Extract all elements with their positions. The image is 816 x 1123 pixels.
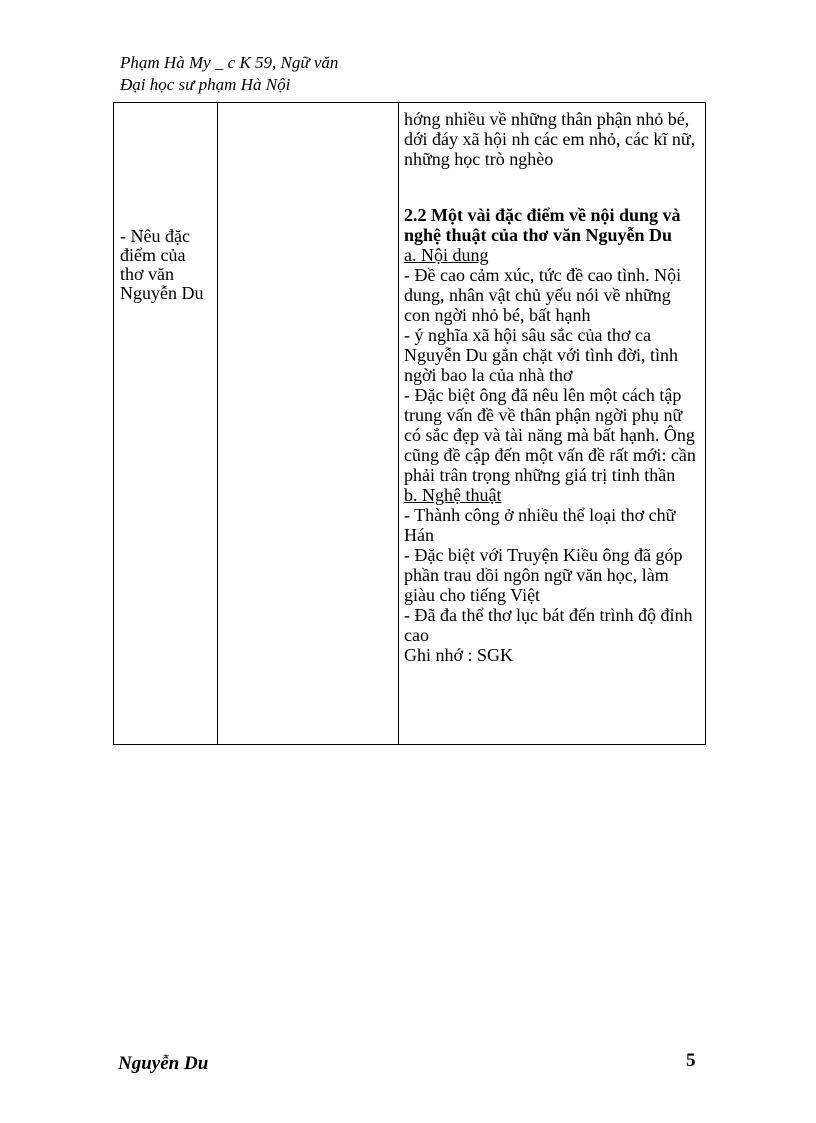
section-heading: 2.2 Một vài đặc điểm về nội dung và nghệ thuật của thơ văn Nguyễn Du (404, 205, 681, 245)
list-item: - ý nghĩa xã hội sâu sắc của thơ ca Nguyễn Du gắn chặt với tình đời, tình ngời bao la của nhà thơ (404, 325, 678, 385)
lesson-table (113, 102, 706, 745)
table-row (114, 103, 706, 745)
empty-column (218, 103, 399, 745)
list-item: - Đặc biệt với Truyện Kiều ông đã góp phần trau dồi ngôn ngữ văn học, làm giàu cho tiếng Việt (404, 545, 683, 605)
list-item: - Đề cao cảm xúc, tức đề cao tình. Nội dung, nhân vật chủ yếu nói về những con ngời nhỏ bé, bất hạnh (404, 265, 682, 325)
note-line: Ghi nhớ : SGK (404, 645, 514, 665)
content-column (399, 103, 706, 745)
list-item: - Đã đa thể thơ lục bát đến trình độ đỉnh cao (404, 605, 693, 645)
page-number: 5 (686, 1050, 696, 1071)
activity-text: - Nêu đặc điểm của thơ văn Nguyễn Du (120, 226, 204, 303)
intro-paragraph: hớng nhiều về những thân phận nhỏ bé, dới đáy xã hội nh các em nhỏ, các kĩ nữ, những học trò nghèo (404, 109, 696, 169)
page-header (120, 52, 338, 96)
list-item: - Đặc biệt ông đã nêu lên một cách tập trung vấn đề về thân phận ngời phụ nữ có sắc đẹp và tài năng mà bất hạnh. Ông cũng đề cập đến một vấn đề rất mới: cần phải trân trọng những giá trị tinh thần (404, 385, 696, 485)
header-school-line: Đại học sư phạm Hà Nội (120, 75, 291, 94)
footer-title: Nguyễn Du (118, 1053, 209, 1074)
list-item: - Thành công ở nhiều thể loại thơ chữ Hán (404, 505, 676, 545)
subsection-art-title: b. Nghệ thuật (404, 485, 502, 505)
activity-column (114, 103, 218, 745)
header-author-line: Phạm Hà My _ c K 59, Ngữ văn (120, 53, 339, 72)
subsection-content-title: a. Nội dung (404, 245, 489, 265)
